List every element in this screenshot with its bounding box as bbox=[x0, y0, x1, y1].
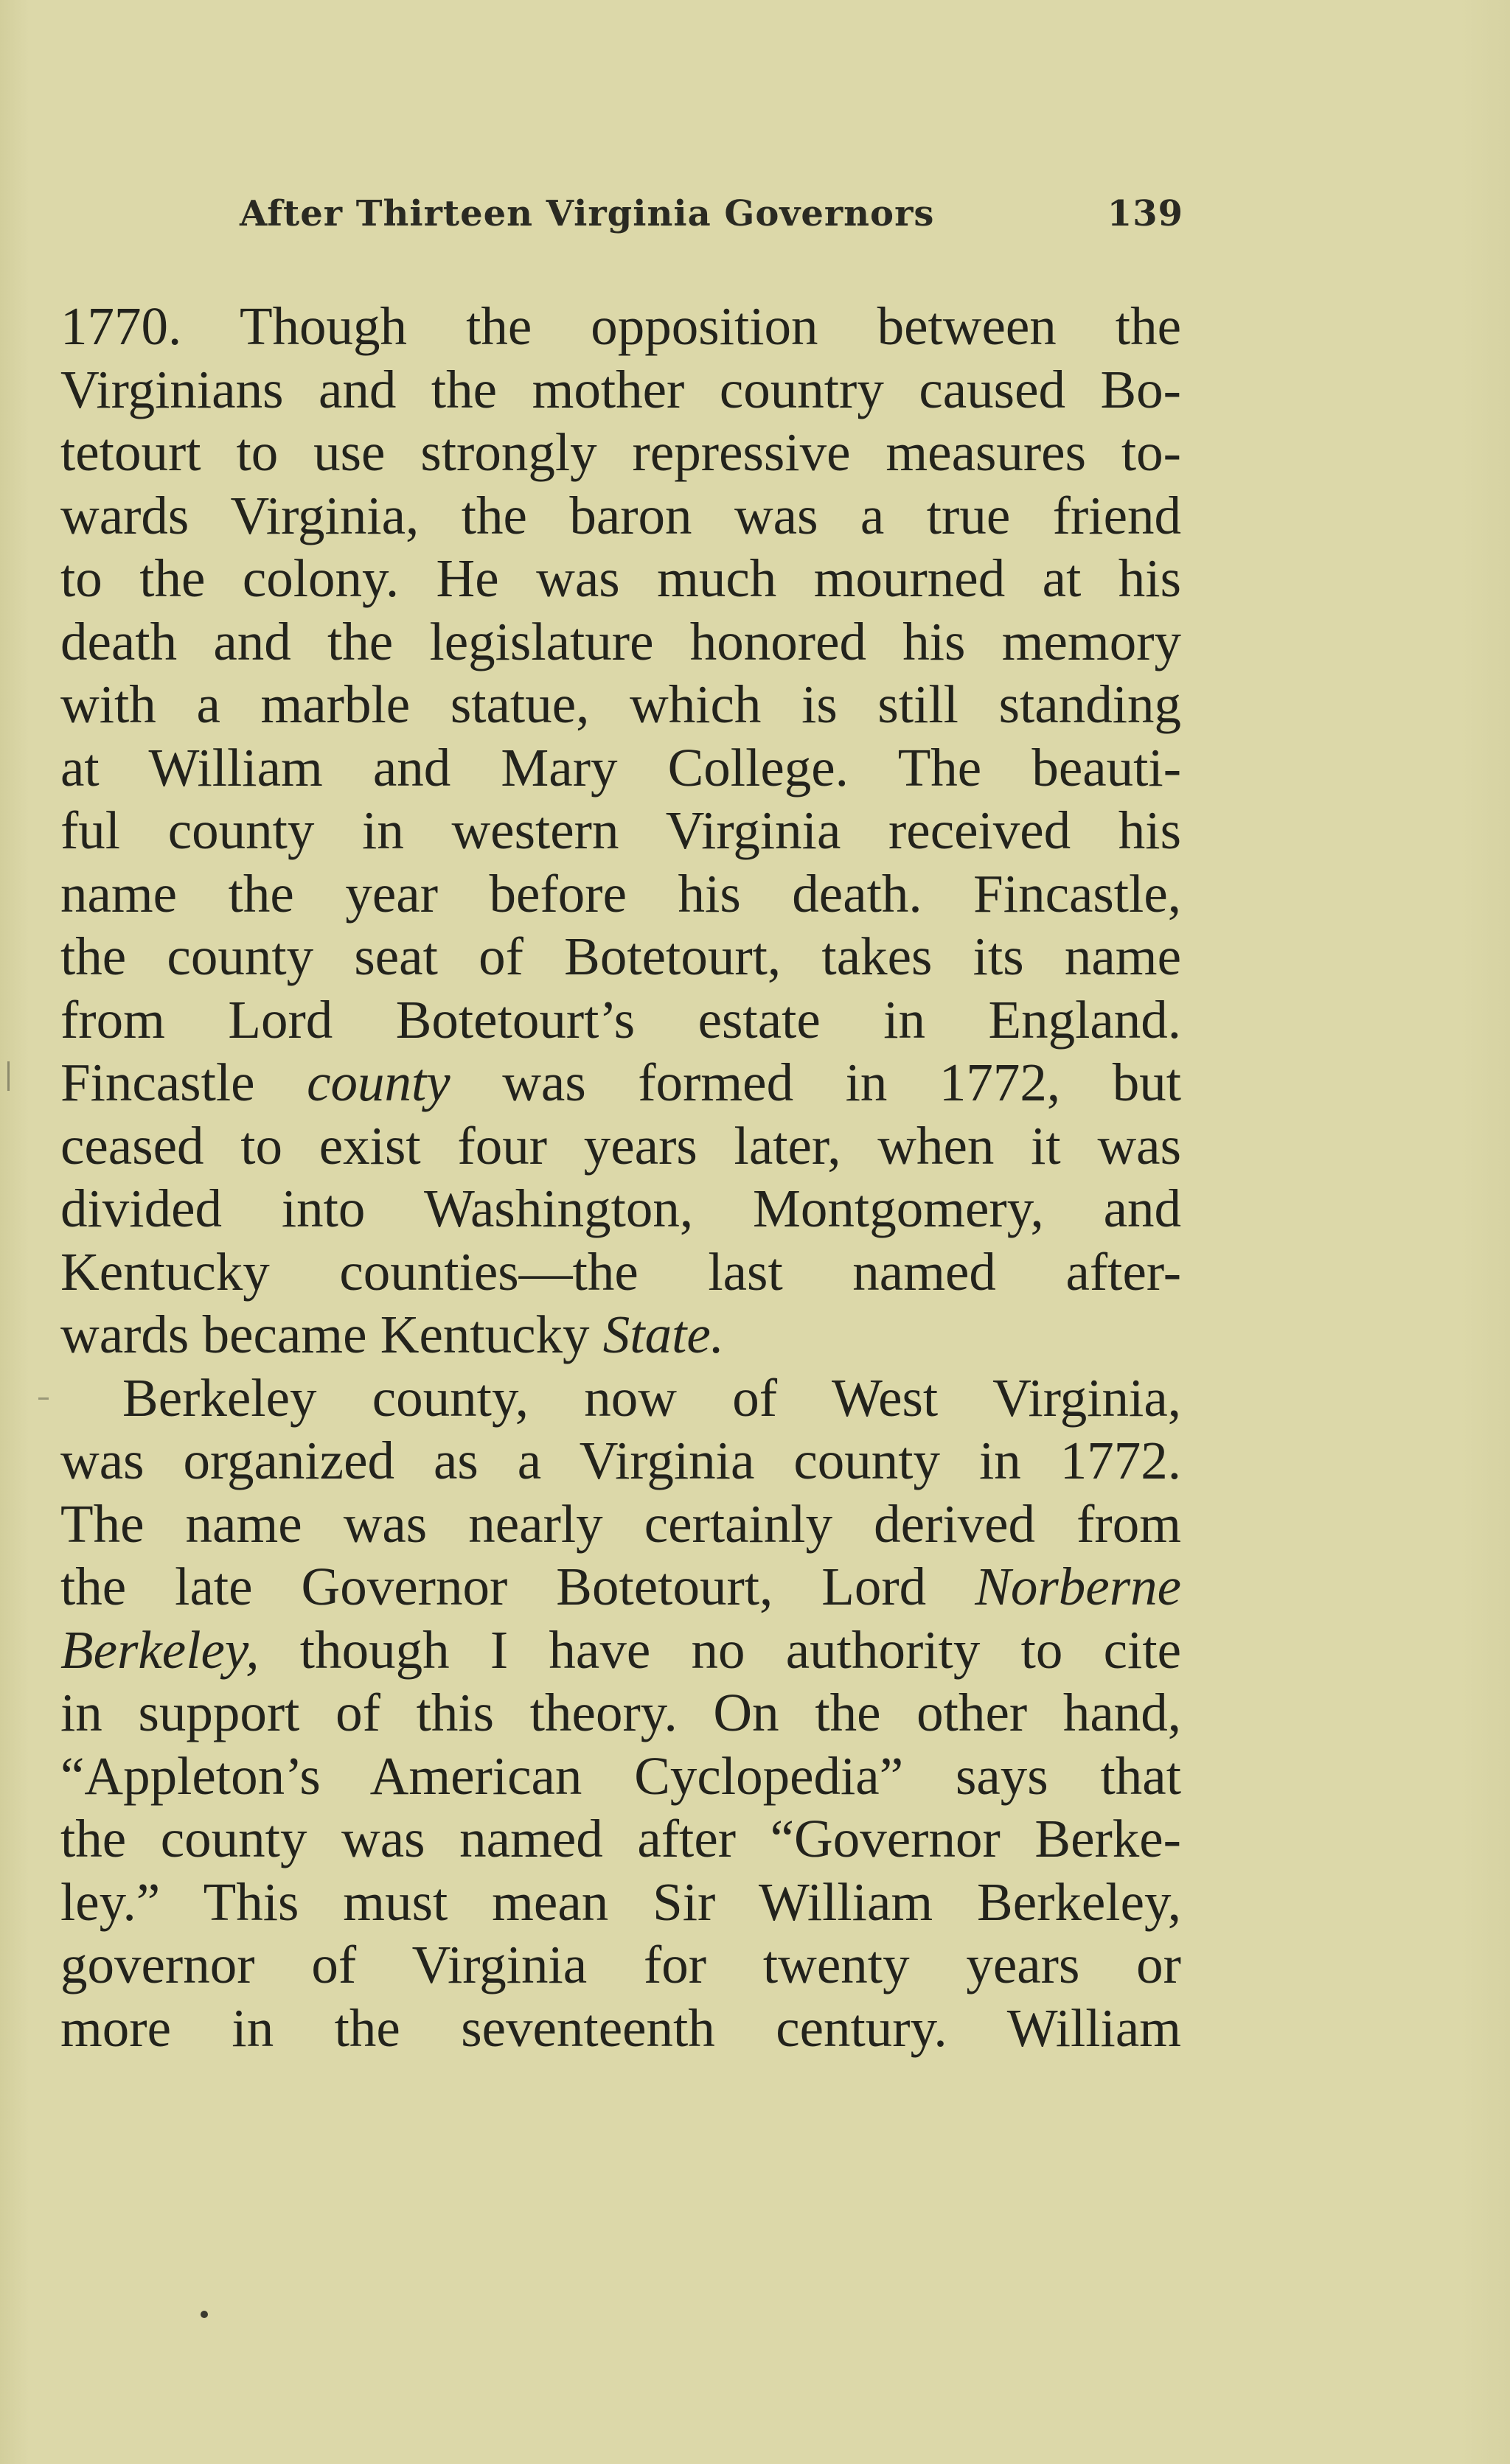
text-line: ceased to exist four years later, when it was bbox=[60, 1115, 1181, 1176]
text-line: at William and Mary College. The beauti- bbox=[60, 737, 1181, 798]
text-line: Berkeley county, now of West Virginia, bbox=[122, 1367, 1181, 1428]
text-line: the county seat of Botetourt, takes its name bbox=[60, 926, 1181, 986]
italic-word: Norberne bbox=[975, 1557, 1181, 1616]
running-title: After Thirteen Virginia Governors bbox=[240, 193, 935, 234]
text-line: name the year before his death. Fincastle, bbox=[60, 863, 1181, 924]
text-line: was organized as a Virginia county in 1772. bbox=[60, 1431, 1181, 1490]
text-line bbox=[60, 1051, 1181, 1114]
text-line: ful county in western Virginia received his bbox=[60, 800, 1181, 860]
body-text bbox=[60, 295, 1181, 2059]
text-line: governor of Virginia for twenty years or bbox=[60, 1935, 1181, 1994]
text-line: wards Virginia, the baron was a true friend bbox=[60, 485, 1181, 545]
margin-mark bbox=[7, 1061, 10, 1091]
text-line: death and the legislature honored his memory bbox=[60, 611, 1181, 671]
text-line bbox=[60, 1619, 1181, 1682]
text-line: Kentucky counties—the last named after- bbox=[60, 1241, 1181, 1302]
text-line: from Lord Botetourt’s estate in England. bbox=[60, 989, 1181, 1050]
text-run: wards became Kentucky bbox=[60, 1305, 590, 1364]
text-line bbox=[60, 1555, 1181, 1619]
text-line: the county was named after “Governor Berke- bbox=[60, 1809, 1181, 1868]
running-header bbox=[240, 193, 1183, 252]
text-line: more in the seventeenth century. William bbox=[60, 1997, 1181, 2058]
text-line bbox=[60, 1303, 1181, 1367]
italic-word: Berkeley, bbox=[60, 1619, 260, 1680]
italic-word: county bbox=[307, 1053, 450, 1112]
text-run: though I have no authority to cite bbox=[299, 1619, 1181, 1680]
text-line: with a marble statue, which is still standing bbox=[60, 674, 1181, 734]
text-line: The name was nearly certainly derived from bbox=[60, 1493, 1181, 1554]
text-line: divided into Washington, Montgomery, and bbox=[60, 1179, 1181, 1238]
text-run: was formed in 1772, but bbox=[502, 1053, 1181, 1112]
text-line: ley.” This must mean Sir William Berkeley, bbox=[60, 1871, 1181, 1932]
italic-word: State. bbox=[602, 1305, 724, 1364]
page-number: 139 bbox=[1107, 193, 1183, 234]
text-line: tetourt to use strongly repressive measures to- bbox=[60, 422, 1181, 482]
text-line: “Appleton’s American Cyclopedia” says that bbox=[60, 1745, 1181, 1806]
text-line: to the colony. He was much mourned at his bbox=[60, 548, 1181, 608]
text-line: 1770. Though the opposition between the bbox=[60, 296, 1181, 356]
text-line: in support of this theory. On the other hand, bbox=[60, 1683, 1181, 1742]
ink-speck bbox=[201, 2311, 208, 2318]
text-line: Virginians and the mother country caused Bo- bbox=[60, 359, 1181, 419]
margin-dash bbox=[38, 1397, 49, 1400]
text-run: the late Governor Botetourt, Lord bbox=[60, 1557, 927, 1616]
text-run: Fincastle bbox=[60, 1053, 255, 1112]
